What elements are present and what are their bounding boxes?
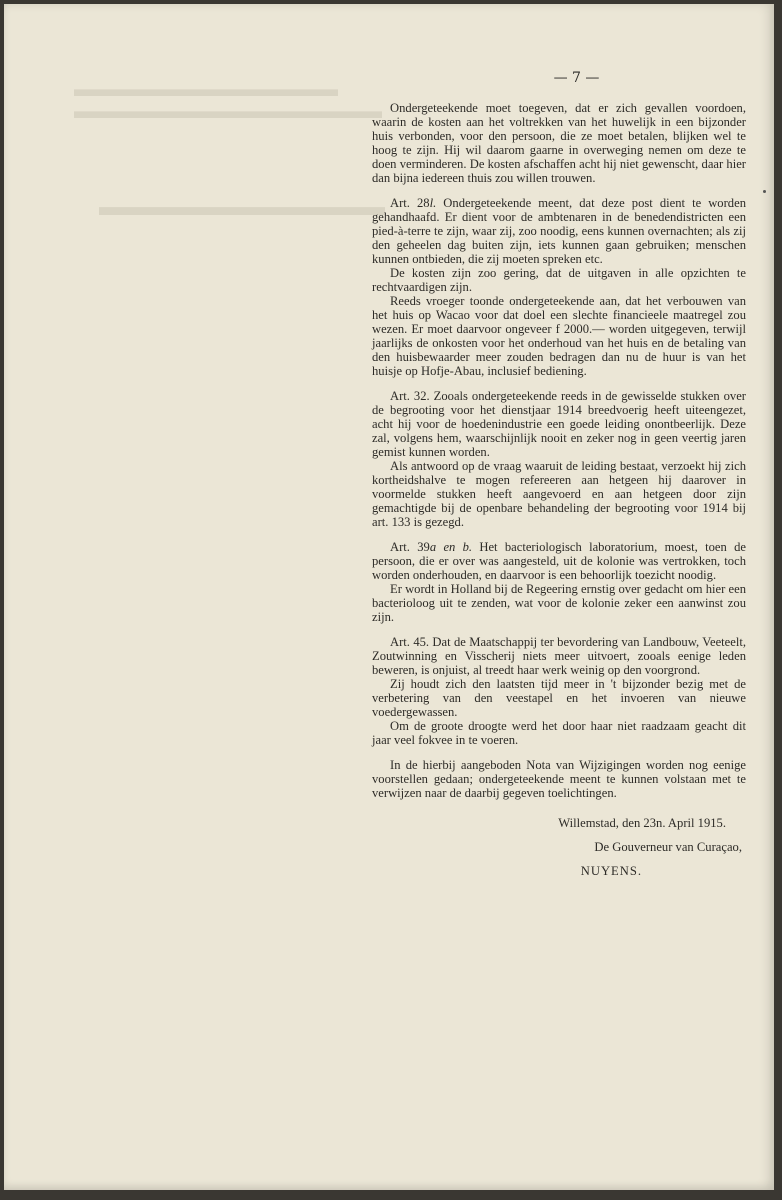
- paragraph-art45: Art. 45. Dat de Maatschappij ter bevordering van Landbouw, Veeteelt, Zoutwinning en Visscherij niets meer uitvoert, zooals eenige leden beweren, is onjuist, al treedt haar werk weinig op den voorgrond.: [372, 635, 746, 677]
- paragraph-art28-wacao: Reeds vroeger toonde ondergeteekende aan, dat het verbouwen van het huis op Wacao voor dat doel een slechte financieele maatregel zou wezen. Er moet daarvoor ongeveer f 2000.— worden uitgegeven, terwijl jaarlijks de onkosten voor het onderhoud van het huis en de betaling van den huisbewaarder meer zouden bedragen dan nu de huur is van het huisje op Hofje-Abau, inclusief bediening.: [372, 294, 746, 378]
- signature-place-date: Willemstad, den 23n. April 1915.: [558, 816, 726, 830]
- paragraph-art39: Art. 39a en b. Het bacteriologisch laboratorium, moest, toen de persoon, die er over was aangesteld, uit de kolonie was vertrokken, toch worden onderhouden, en daarvoor is een behoorlijk toezicht noodig.: [372, 540, 746, 582]
- bleed-through-mark: ▬▬▬▬▬▬▬▬▬▬▬▬: [74, 76, 338, 101]
- bleed-through-mark: ▬▬▬▬▬▬▬▬▬▬▬: [99, 192, 385, 221]
- paragraph-art32-answer: Als antwoord op de vraag waaruit de leiding bestaat, verzoekt hij zich kortheidshalve te mogen refereeren aan hetgeen hij daarover in voormelde stukken heeft aangevoerd en aan hetgeen door zijn gemachtigde bij de openbare behandeling der begrooting voor 1914 bij art. 133 is gezegd.: [372, 459, 746, 529]
- paragraph-art32: Art. 32. Zooals ondergeteekende reeds in de gewisselde stukken over de begrooting voor het dienstjaar 1914 breedvoerig heeft uiteengezet, acht hij voor de hoedenindustrie een goede leiding onontbeerlijk. Deze zal, volgens hem, waarschijnlijk nooit en zeker nog in geen veertig jaren gemist kunnen worden.: [372, 389, 746, 459]
- signature-name: NUYENS.: [580, 864, 642, 878]
- bleed-through-mark: ▬▬▬▬▬▬▬▬▬▬▬▬▬▬: [74, 98, 382, 123]
- paragraph-art45-droogte: Om de groote droogte werd het door haar niet raadzaam geacht dit jaar veel fokvee in te voeren.: [372, 719, 746, 747]
- paragraph-intro: Ondergeteekende moet toegeven, dat er zich gevallen voordoen, waarin de kosten aan het voltrekken van het huwelijk in een bijzonder huis verbonden, voor den persoon, die ze moet betalen, blijken wel te hoog te zijn. Hij wil daarom gaarne in overweging nemen om deze te doen verminderen. De kosten afschaffen acht hij niet gewenscht, daar hier dan bijna iedereen thuis zou willen trouwen.: [372, 101, 746, 185]
- margin-speck: [763, 190, 766, 193]
- paragraph-art28-costs: De kosten zijn zoo gering, dat de uitgaven in alle opzichten te rechtvaardigen zijn.: [372, 266, 746, 294]
- paragraph-art28: Art. 28l. Ondergeteekende meent, dat deze post dient te worden gehandhaafd. Er dient voor de ambtenaren in de benedendistricten een pied-à-terre te zijn, waar zij, zoo noodig, eens kunnen overnachten; als zij den geheelen dag buiten zijn, iets kunnen gaan gebruiken; menschen kunnen ontbieden, die zij moeten spreken etc.: [372, 196, 746, 266]
- document-page: [4, 4, 774, 1190]
- paragraph-art39-holland: Er wordt in Holland bij de Regeering ernstig over gedacht om hier een bacterioloog uit te zenden, wat voor de kolonie zeker een aanwinst zou zijn.: [372, 582, 746, 624]
- paragraph-closing: In de hierbij aangeboden Nota van Wijzigingen worden nog eenige voorstellen gedaan; ondergeteekende meent te kunnen volstaan met te verwijzen naar de daarbij gegeven toelichtingen.: [372, 758, 746, 800]
- body-text: [372, 101, 746, 878]
- page-number: — 7 —: [553, 70, 600, 86]
- paragraph-art45-veestapel: Zij houdt zich den laatsten tijd meer in 't bijzonder bezig met de verbetering van den veestapel en het invoeren van nieuwe voedergewassen.: [372, 677, 746, 719]
- signature-title: De Gouverneur van Curaçao,: [594, 840, 742, 854]
